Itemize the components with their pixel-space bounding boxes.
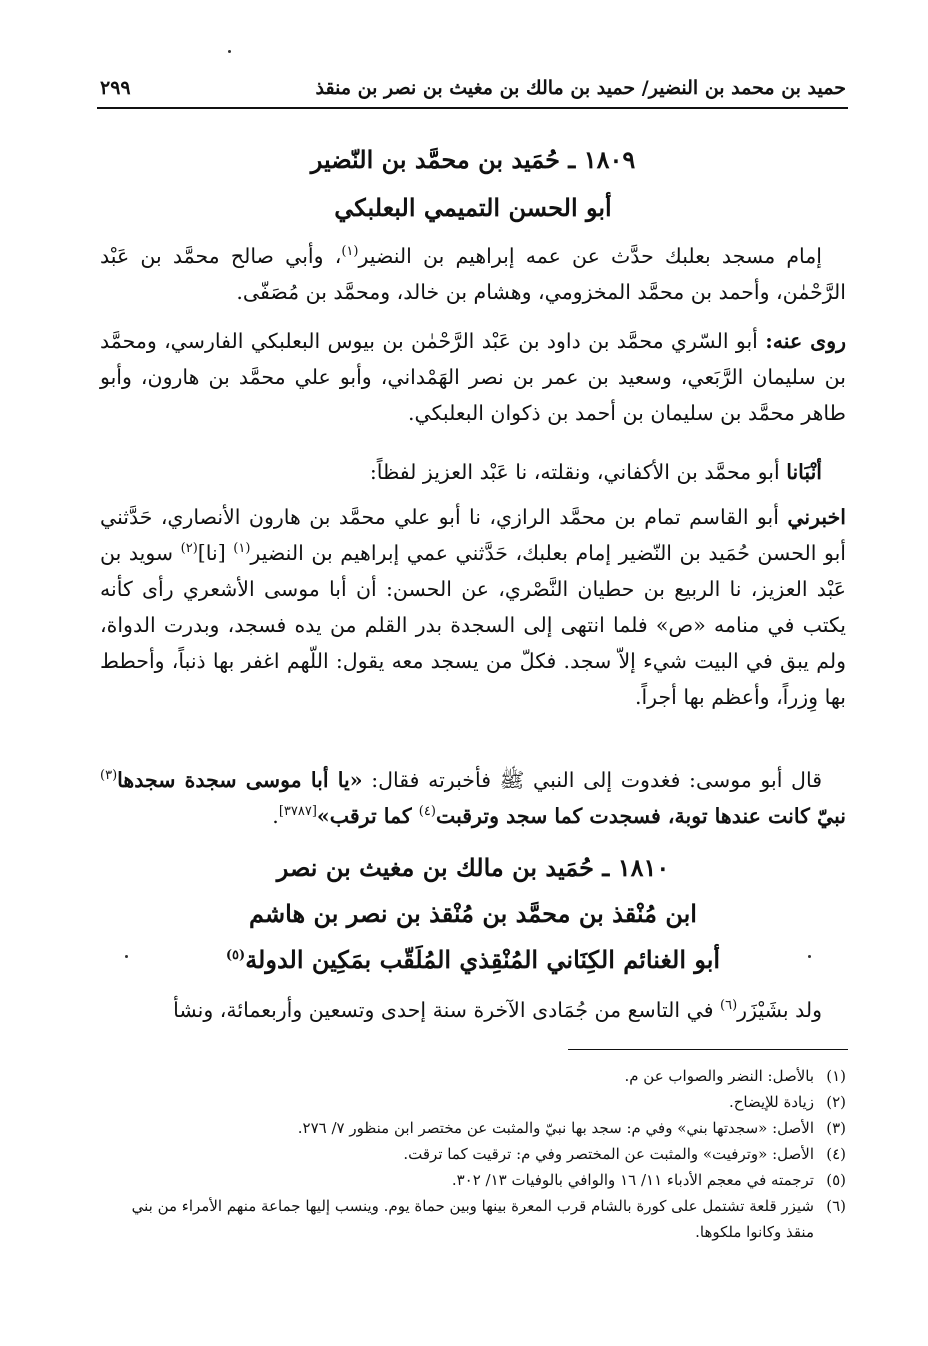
isnad-1-label: أنْبَانا: [786, 460, 822, 484]
footnote-rule: [568, 1049, 848, 1050]
footnote: [100, 1089, 846, 1115]
scan-speck: [228, 50, 231, 53]
footnote: [100, 1115, 846, 1141]
footnote-text: زيادة للإيضاح.: [728, 1093, 814, 1111]
entry-1810-intro: ولد بشَيْزَر$^{(٦)}$ في التاسع من جُمَادى الآخرة سنة إحدى وتسعين وأربعمائة، ونشأ: [173, 998, 822, 1022]
entry-1809-subtitle: أبو الحسن التميمي البعلبكي: [334, 193, 612, 222]
footnote-number: (٢): [826, 1093, 846, 1111]
entry-1810-title: ١٨١٠ ـ حُمَيد بن مالك بن مغيث بن نصر: [276, 853, 670, 882]
footnote-number: (٥): [826, 1171, 846, 1189]
footnotes: [100, 1063, 846, 1245]
footnote-text: ترجمته في معجم الأدباء ١١/ ١٦ والوافي بالوفيات ١٣/ ٣٠٢.: [451, 1171, 814, 1189]
entry-1810-lineage: ابن مُنْقذ بن محمَّد بن مُنْقذ بن نصر بن هاشم: [249, 899, 697, 928]
footnote-ref: (٣): [100, 768, 118, 784]
scan-speck: [808, 955, 811, 958]
narrators-label: روى عنه:: [765, 329, 846, 353]
footnote-text: الأصل: «سجدتها بني» وفي م: سجد بها نبيّ والمثبت عن مختصر ابن منظور ٧/ ٢٧٦.: [297, 1119, 814, 1137]
entry-1809-title: ١٨٠٩ ـ حُمَيد بن محمَّد بن النّضير: [310, 145, 636, 174]
scan-speck: [125, 955, 128, 958]
page-number: ٢٩٩: [100, 77, 131, 99]
isnad-1: أنْبَانا أبو محمَّد بن الأكفاني، ونقلته، نا عَبْد العزيز لفظاً:: [369, 460, 822, 484]
entry-1809-narrators: روى عنه: أبو السّري محمَّد بن داود بن عَبْد الرَّحْمٰن بن بيوس البعلبكي الفارسي، ومحمَّد بن سليمان الرَّبَعي، وسعيد بن عمر بن نصر الهَمْداني، وأبو علي محمَّد بن هارون، وأبو طاهر محمَّد بن سليمان بن أحمد بن ذكوان البعلبكي.: [100, 329, 846, 425]
footnote: [100, 1063, 846, 1089]
footnote-text: بالأصل: النضر والصواب عن م.: [624, 1067, 814, 1085]
footnote-number: (٤): [826, 1145, 846, 1163]
header-rule: [97, 107, 848, 109]
footnote-number: (٦): [826, 1197, 846, 1215]
footnote: [100, 1167, 846, 1193]
footnote-ref: (١): [341, 244, 359, 260]
footnote-number: (١): [826, 1067, 846, 1085]
entry-1809-intro: إمام مسجد بعلبك حدَّث عن عمه إبراهيم بن النضير$^{(١)}$، وأبي صالح محمَّد بن عَبْد الرَّحْمٰن، وأحمد بن محمَّد المخزومي، وهشام بن خالد، ومحمَّد بن مُصَفّى.: [100, 244, 846, 304]
isnad-2-label: اخبرني: [787, 505, 846, 529]
hadith-reference: [٣٧٨٧]: [278, 804, 317, 820]
page-header: [100, 70, 846, 106]
footnote-ref: (٢): [180, 541, 198, 557]
isnad-2: اخبرني أبو القاسم تمام بن محمَّد الرازي، نا أبو علي محمَّد بن هارون الأنصاري، حَدَّثني أبو الحسن حُمَيد بن النّضير إمام بعلبك، حَدَّثني عمي إبراهيم بن النضير$^{(١)}$ [نا]$^{(٢)}$ سويد بن عَبْد العزيز، نا الربيع بن حطيان النَّصْري، عن الحسن: أن أبا موسى الأشعري رأى كأنه يكتب في منامه «ص» فلما انتهى إلى السجدة بدر القلم من يده فسجد، وبدرت الدواة، ولم يبق في البيت شيء إلاّ سجد. فكلّ من يسجد معه يقول: اللّهم اغفر بها ذنباً، وأحطط بها وِزراً، وأعظم بها أجراً.: [100, 505, 847, 709]
entry-1810-kunya: أبو الغنائم الكِنَاني المُنْقِذي المُلَقّب بمَكِين الدولة$^{(٥)}$: [225, 945, 721, 974]
footnote-ref: (٥): [225, 948, 246, 963]
footnote-ref: (٤): [418, 804, 436, 820]
footnote-text: الأصل: «وترفيت» والمثبت عن المختصر وفي م: ترقيت كما ترقت.: [403, 1145, 814, 1163]
footnote-ref: (٦): [720, 998, 738, 1014]
footnote-text: شيزر قلعة تشتمل على كورة بالشام قرب المعرة بينها وبين حماة يوم. وينسب إليها جماعة منهم الأمراء من بني منقذ وكانوا ملكوها.: [131, 1197, 814, 1241]
footnote-number: (٣): [826, 1119, 846, 1137]
hadith-text: قال أبو موسى: فغدوت إلى النبي ﷺ فأخبرته فقال: «يا أبا موسى سجدة سجدها$^{(٣)}$ نبيّ كانت عندها توبة، فسجدت كما سجد وترقبت$^{(٤)}$ كما ترقب»[٣٧٨٧].: [100, 768, 846, 828]
running-title: حميد بن محمد بن النضير/ حميد بن مالك بن مغيث بن نصر بن منقذ: [315, 77, 846, 99]
footnote: [100, 1193, 846, 1245]
footnote-ref: (١): [233, 541, 251, 557]
footnote: [100, 1141, 846, 1167]
